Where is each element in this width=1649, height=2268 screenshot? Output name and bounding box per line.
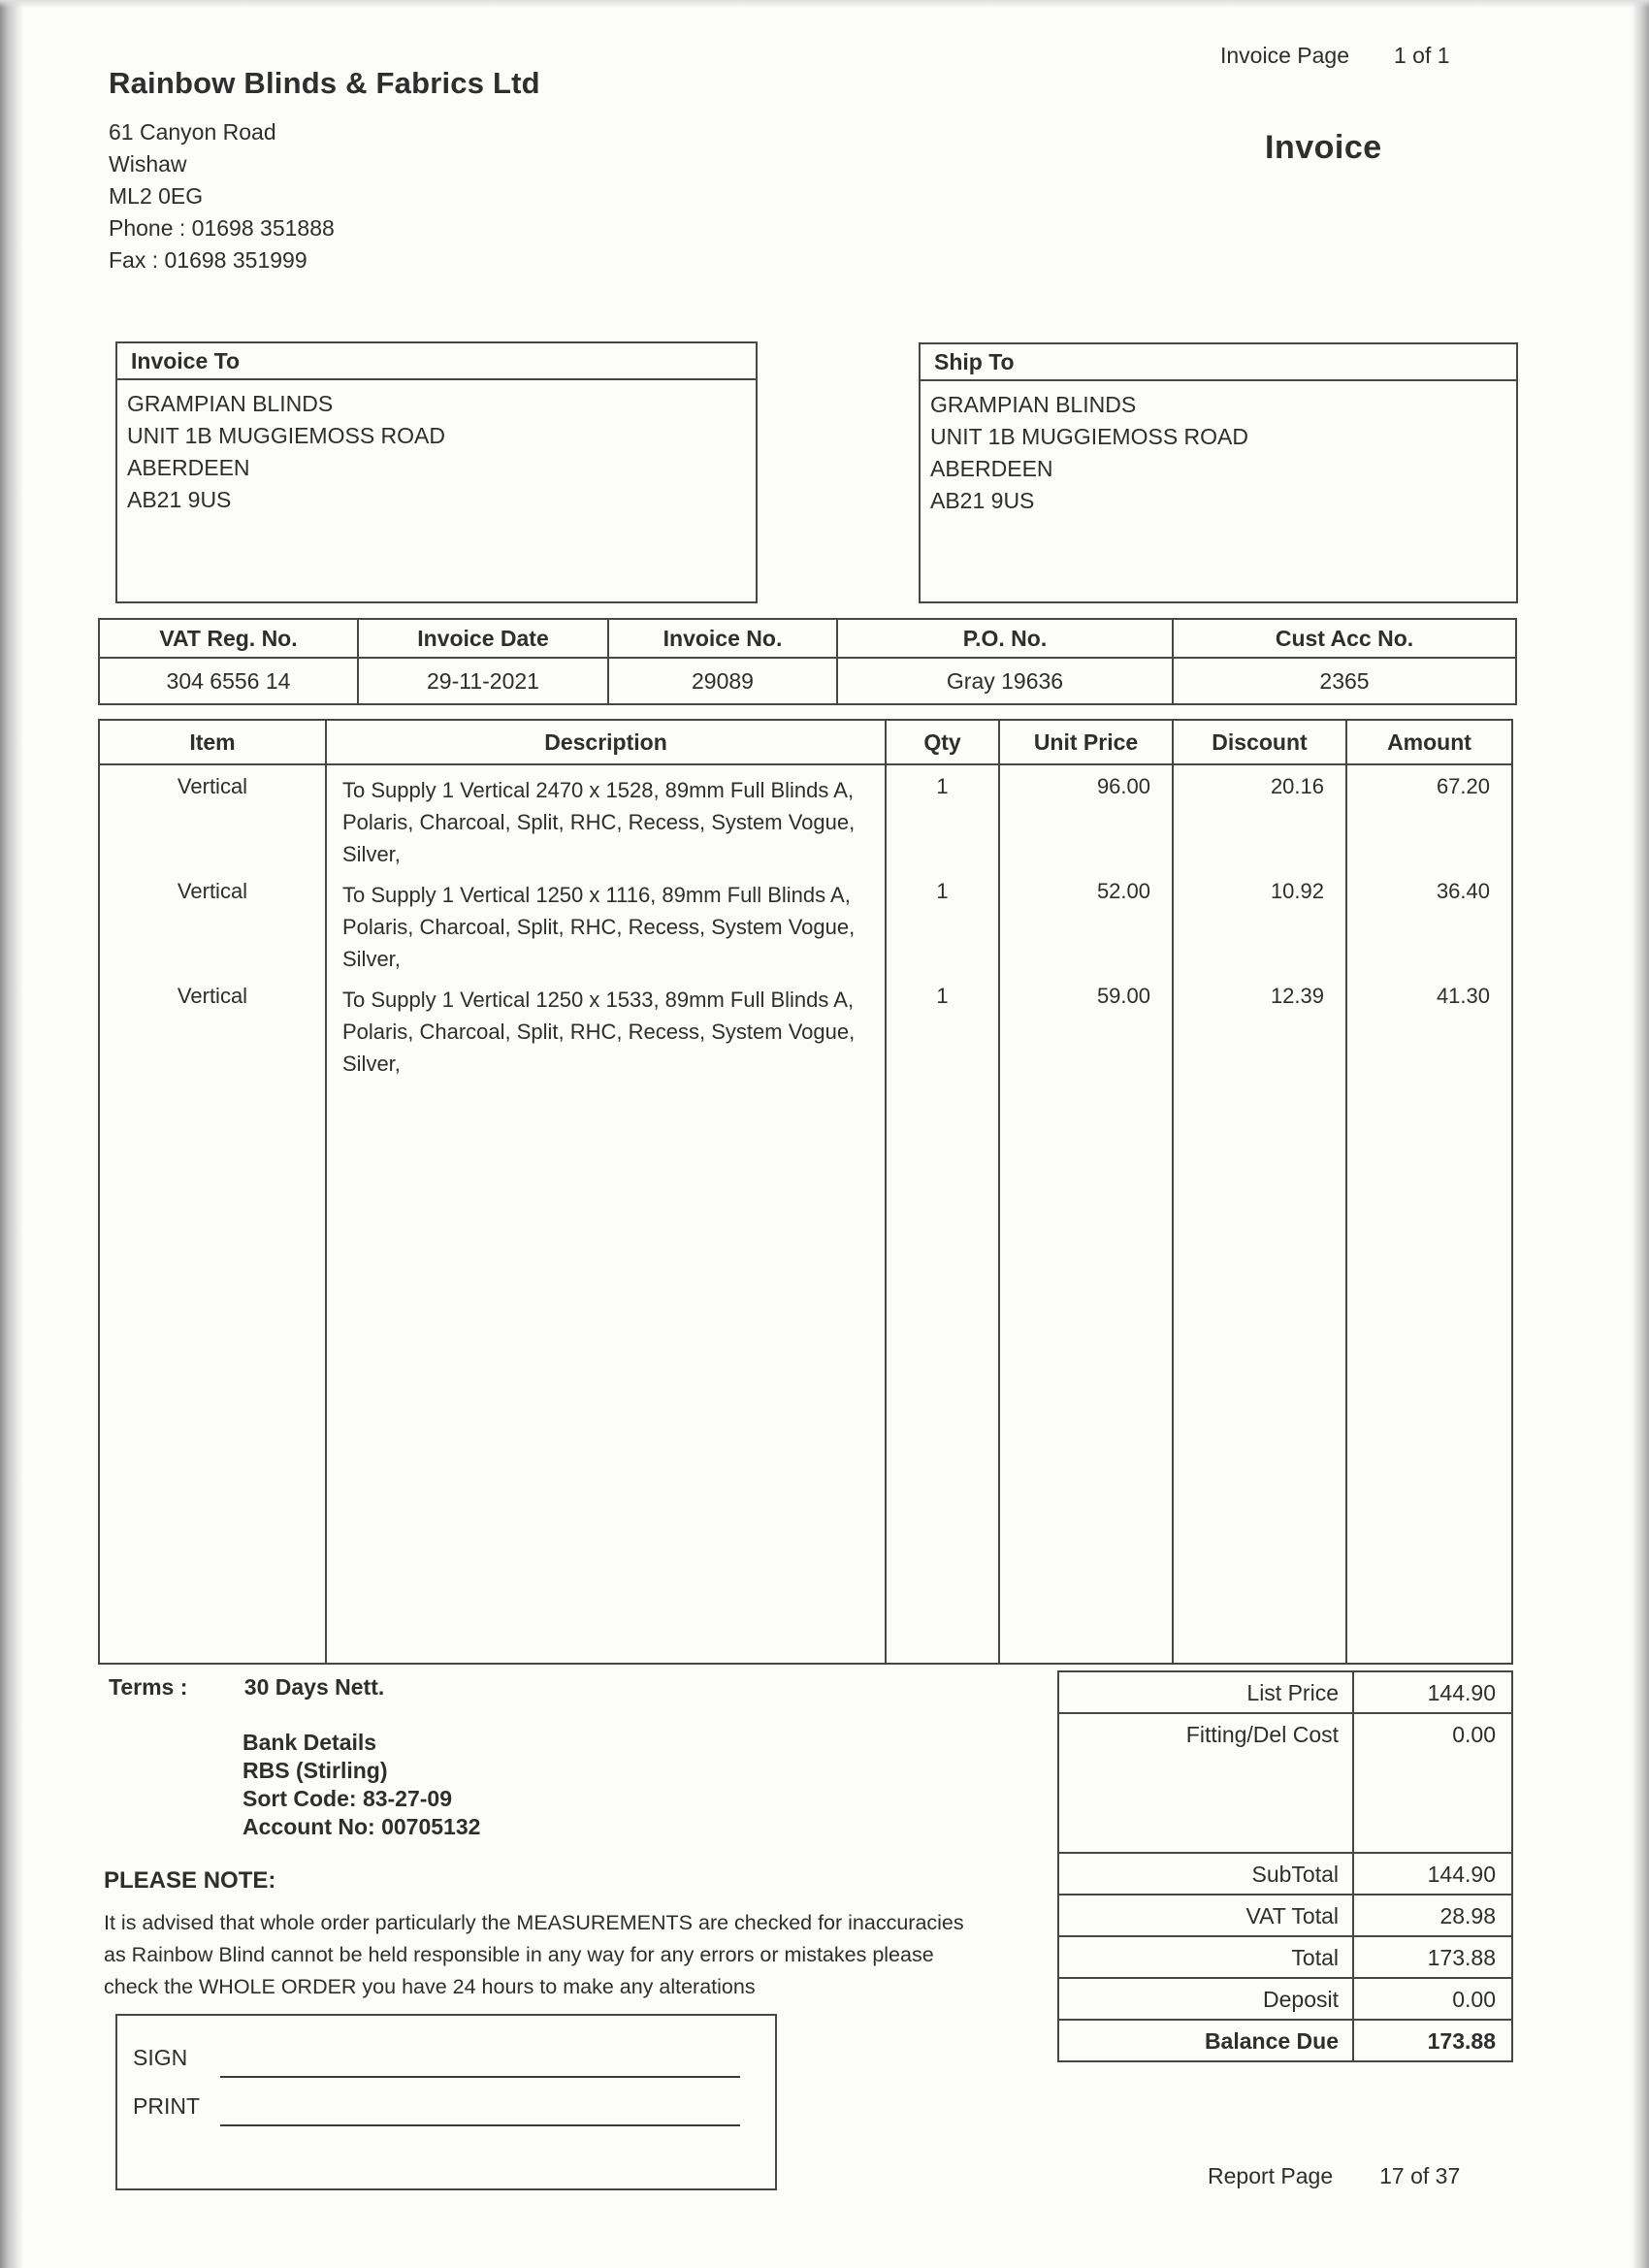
scan-edge-left (0, 0, 23, 2268)
totals-row-list-price (1059, 1672, 1511, 1714)
invoice-to-line: UNIT 1B MUGGIEMOSS ROAD (127, 423, 446, 448)
please-note-heading: PLEASE NOTE: (104, 1867, 276, 1894)
meta-value-invoice-date: 29-11-2021 (359, 659, 609, 703)
meta-value-po-no: Gray 19636 (838, 659, 1174, 703)
items-header-amount: Amount (1387, 729, 1471, 755)
qty-cell: 1 (887, 765, 1000, 870)
totals-label: Total (1059, 1937, 1354, 1977)
totals-value: 0.00 (1452, 1722, 1496, 1747)
totals-label: Balance Due (1059, 2021, 1354, 2060)
invoice-meta-table (98, 618, 1517, 705)
totals-row-subtotal (1059, 1854, 1511, 1895)
meta-header-po-no: P.O. No. (838, 620, 1174, 659)
totals-value: 173.88 (1427, 2028, 1496, 2054)
company-address (109, 116, 335, 276)
description-cell: To Supply 1 Vertical 1250 x 1533, 89mm Full Blinds A, Polaris, Charcoal, Split, RHC, Recess, System Vogue, Silver, (327, 975, 887, 1080)
ship-to-label: Ship To (921, 344, 1516, 381)
bank-details (242, 1729, 480, 1841)
description-cell: To Supply 1 Vertical 2470 x 1528, 89mm Full Blinds A, Polaris, Charcoal, Split, RHC, Recess, System Vogue, Silver, (327, 765, 887, 870)
items-filler-cell (887, 1080, 1000, 1663)
discount-cell: 12.39 (1174, 975, 1347, 1080)
qty-cell: 1 (887, 975, 1000, 1080)
bank-details-heading: Bank Details (242, 1730, 377, 1755)
ship-to-address (921, 381, 1516, 517)
items-header-description: Description (327, 721, 887, 763)
print-line (220, 2124, 740, 2126)
ship-to-line: GRAMPIAN BLINDS (930, 392, 1137, 417)
item-cell: Vertical (100, 765, 327, 870)
company-address-line: Wishaw (109, 151, 187, 177)
terms-row (109, 1674, 384, 1701)
items-header-discount: Discount (1174, 721, 1347, 763)
totals-row-balance-due (1059, 2021, 1511, 2060)
totals-label: List Price (1059, 1672, 1354, 1712)
company-address-line: ML2 0EG (109, 183, 204, 209)
terms-value: 30 Days Nett. (243, 1674, 385, 1700)
amount-cell: 41.30 (1436, 984, 1490, 1008)
totals-value: 173.88 (1427, 1945, 1496, 1970)
totals-value: 0.00 (1452, 1987, 1496, 2012)
bank-account-no: Account No: 00705132 (242, 1814, 481, 1839)
line-items-table (98, 719, 1513, 1665)
sign-label: SIGN (133, 2045, 188, 2070)
ship-to-line: AB21 9US (930, 488, 1035, 513)
description-cell: To Supply 1 Vertical 1250 x 1116, 89mm Full Blinds A, Polaris, Charcoal, Split, RHC, Recess, System Vogue, Silver, (327, 870, 887, 975)
discount-cell: 10.92 (1174, 870, 1347, 975)
terms-label: Terms : (109, 1674, 188, 1700)
items-filler-cell (327, 1080, 887, 1663)
sign-line (220, 2076, 740, 2078)
meta-value-vat: 304 6556 14 (100, 659, 359, 703)
totals-label: Deposit (1059, 1979, 1354, 2019)
totals-row-vat-total (1059, 1895, 1511, 1937)
item-cell: Vertical (100, 975, 327, 1080)
invoice-to-line: AB21 9US (127, 487, 232, 512)
company-phone: Phone : 01698 351888 (109, 215, 335, 241)
meta-value-cust-acc: 2365 (1319, 668, 1370, 694)
totals-label: VAT Total (1059, 1895, 1354, 1935)
report-page-footer (1208, 2163, 1460, 2189)
meta-header-invoice-date: Invoice Date (359, 620, 609, 659)
meta-header-cust-acc: Cust Acc No. (1174, 620, 1515, 659)
discount-cell: 20.16 (1174, 765, 1347, 870)
items-filler-cell (1174, 1080, 1347, 1663)
amount-cell: 36.40 (1436, 879, 1490, 903)
bank-sort-code: Sort Code: 83-27-09 (242, 1786, 453, 1811)
unit-price-cell: 52.00 (1000, 870, 1174, 975)
amount-cell: 67.20 (1436, 774, 1490, 798)
items-body (100, 765, 1511, 1663)
ship-to-line: UNIT 1B MUGGIEMOSS ROAD (930, 424, 1249, 449)
invoice-to-box (115, 341, 758, 603)
items-header-item: Item (100, 721, 327, 763)
meta-header-vat: VAT Reg. No. (100, 620, 359, 659)
company-address-line: 61 Canyon Road (109, 119, 276, 145)
report-page-label: Report Page (1208, 2163, 1334, 2188)
unit-price-cell: 96.00 (1000, 765, 1174, 870)
please-note-body: It is advised that whole order particularly the MEASUREMENTS are checked for inaccuracies as Rainbow Blind cannot be held responsible in any way for any errors or mistakes please check the WHOLE ORDER you have 24 hours to make any alterations (104, 1911, 964, 1998)
totals-table (1057, 1670, 1513, 2062)
scan-edge-top (0, 0, 1649, 8)
invoice-to-address (117, 380, 756, 516)
report-page-value: 17 of 37 (1379, 2163, 1461, 2188)
unit-price-cell: 59.00 (1000, 975, 1174, 1080)
invoice-page-label: Invoice Page (1220, 43, 1349, 68)
company-name: Rainbow Blinds & Fabrics Ltd (109, 66, 540, 100)
items-filler-cell (1347, 1080, 1511, 1663)
print-label: PRINT (133, 2093, 200, 2119)
items-header-qty: Qty (887, 721, 1000, 763)
bank-name: RBS (Stirling) (242, 1758, 388, 1783)
totals-row-total (1059, 1937, 1511, 1979)
invoice-to-label: Invoice To (117, 343, 756, 380)
ship-to-line: ABERDEEN (930, 456, 1053, 481)
items-header-unit-price: Unit Price (1000, 721, 1174, 763)
invoice-page-value: 1 of 1 (1393, 43, 1450, 68)
invoice-page-indicator (1220, 43, 1450, 69)
qty-cell: 1 (887, 870, 1000, 975)
signature-box (115, 2014, 777, 2190)
totals-value: 144.90 (1427, 1680, 1496, 1705)
totals-label: Fitting/Del Cost (1059, 1714, 1354, 1852)
items-filler-cell (1000, 1080, 1174, 1663)
meta-value-invoice-no: 29089 (609, 659, 838, 703)
totals-row-fitting-del-cost (1059, 1714, 1511, 1854)
totals-label: SubTotal (1059, 1854, 1354, 1894)
items-filler-cell (100, 1080, 327, 1663)
invoice-to-line: GRAMPIAN BLINDS (127, 391, 334, 416)
totals-row-deposit (1059, 1979, 1511, 2021)
items-header-row (100, 721, 1511, 765)
scan-edge-right (1632, 0, 1649, 2268)
meta-header-invoice-no: Invoice No. (609, 620, 838, 659)
document-title: Invoice (1265, 129, 1382, 166)
ship-to-box (919, 342, 1518, 603)
company-fax: Fax : 01698 351999 (109, 247, 307, 273)
totals-value: 28.98 (1439, 1903, 1496, 1928)
invoice-to-line: ABERDEEN (127, 455, 250, 480)
totals-value: 144.90 (1427, 1862, 1496, 1887)
item-cell: Vertical (100, 870, 327, 975)
